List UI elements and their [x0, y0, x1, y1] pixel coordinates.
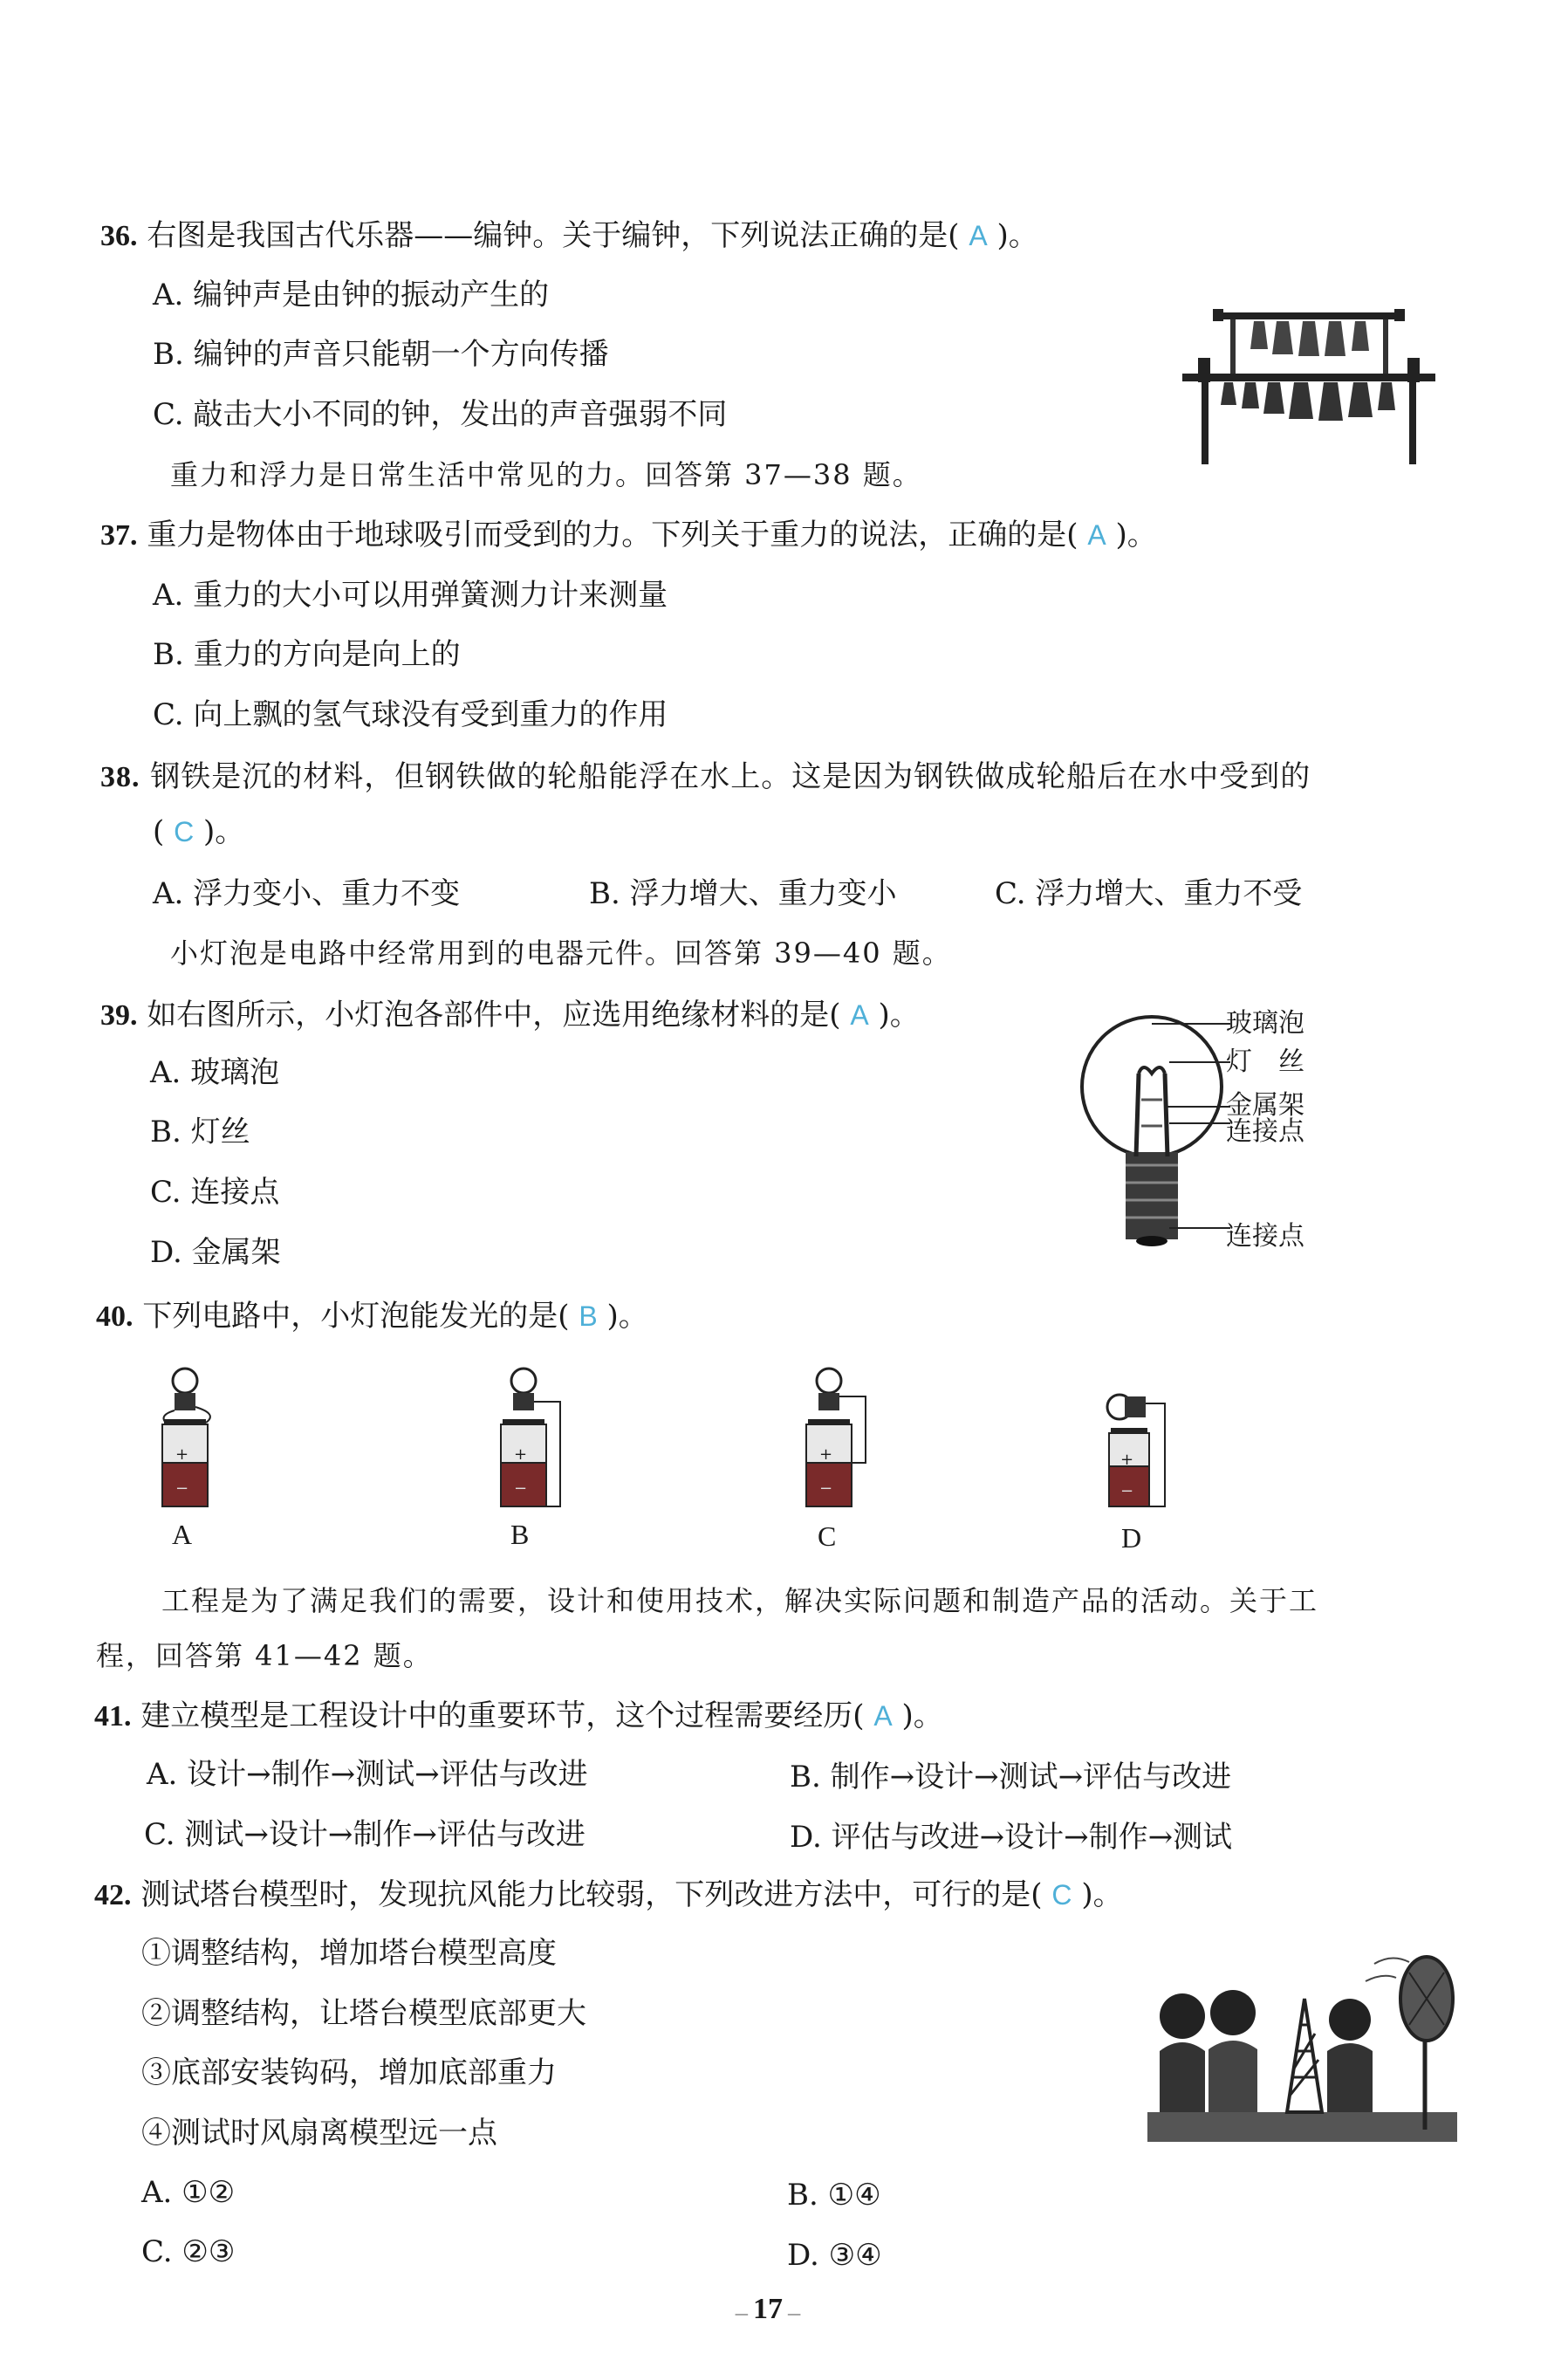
q41-option-a: A. 设计→制作→测试→评估与改进 — [147, 1757, 588, 1792]
q36-option-c: C. 敲击大小不同的钟，发出的声音强弱不同 — [153, 397, 728, 432]
circuit-d-plus: + — [1120, 1451, 1134, 1469]
q39-stem: 39. 如右图所示，小灯泡各部件中，应选用绝缘材料的是( A )。 — [100, 998, 920, 1033]
q42-option-c: C. ②③ — [141, 2234, 236, 2269]
q39-option-a: A. 玻璃泡 — [150, 1055, 280, 1090]
q36-option-a: A. 编钟声是由钟的振动产生的 — [153, 278, 550, 312]
q42-option-d: D. ③④ — [787, 2238, 882, 2273]
intro-41-42-line2: 程，回答第 41—42 题。 — [96, 1639, 433, 1672]
q41-option-b: B. 制作→设计→测试→评估与改进 — [790, 1760, 1232, 1794]
q38-number: 38. — [100, 761, 140, 793]
q36-number: 36. — [100, 220, 138, 252]
circuit-b-minus: − — [514, 1479, 528, 1498]
q41-answer: A — [873, 1700, 893, 1732]
circuit-a — [148, 1362, 253, 1514]
circuit-c-drawing — [794, 1362, 899, 1514]
q42-answer: C — [1051, 1879, 1072, 1911]
label-glass-bulb: 玻璃泡 — [1226, 1008, 1304, 1039]
footer-dash-right: — — [787, 2305, 802, 2322]
q39-option-c: C. 连接点 — [150, 1175, 280, 1210]
circuit-d-label: D — [1121, 1522, 1142, 1554]
bulb-leader-lines — [1134, 1012, 1230, 1248]
q41-stem: 41. 建立模型是工程设计中的重要环节，这个过程需要经历( A )。 — [94, 1698, 943, 1733]
circuit-c-label: C — [818, 1520, 837, 1552]
q42-item-3: ③底部安装钩码，增加底部重力 — [141, 2055, 557, 2090]
intro-39-40: 小灯泡是电路中经常用到的电器元件。回答第 39—40 题。 — [170, 937, 952, 970]
q42-item-1: ①调整结构，增加塔台模型高度 — [141, 1936, 557, 1971]
q38-answer: C — [174, 816, 195, 847]
q37-answer: A — [1087, 519, 1106, 551]
q41-option-d: D. 评估与改进→设计→制作→测试 — [790, 1820, 1233, 1855]
circuit-b-drawing — [489, 1362, 593, 1514]
q40-stem: 40. 下列电路中，小灯泡能发光的是( B )。 — [96, 1299, 648, 1334]
q36-option-b: B. 编钟的声音只能朝一个方向传播 — [153, 337, 609, 372]
q42-option-a: A. ①② — [141, 2175, 236, 2210]
q39-number: 39. — [100, 999, 138, 1032]
q38-stem-line2: ( C )。 — [153, 814, 245, 849]
q39-option-b: B. 灯丝 — [150, 1115, 250, 1149]
q37-option-c: C. 向上飘的氢气球没有受到重力的作用 — [153, 697, 668, 732]
q38-option-b: B. 浮力增大、重力变小 — [589, 876, 897, 911]
q41-option-c: C. 测试→设计→制作→评估与改进 — [144, 1817, 585, 1852]
circuit-a-label: A — [172, 1519, 193, 1550]
q42-number: 42. — [94, 1879, 132, 1911]
intro-37-38: 重力和浮力是日常生活中常见的力。回答第 37—38 题。 — [170, 458, 922, 491]
circuit-a-drawing — [148, 1362, 253, 1514]
q42-item-2: ②调整结构，让塔台模型底部更大 — [141, 1996, 586, 2031]
label-contact-point-bottom: 连接点 — [1226, 1221, 1304, 1252]
q37-stem: 37. 重力是物体由于地球吸引而受到的力。下列关于重力的说法，正确的是( A )。 — [100, 518, 1157, 552]
q42-stem: 42. 测试塔台模型时，发现抗风能力比较弱，下列改进方法中，可行的是( C )。 — [94, 1877, 1123, 1912]
circuit-a-plus: + — [175, 1445, 189, 1464]
q40-answer: B — [579, 1300, 598, 1332]
circuit-c-plus: + — [819, 1445, 833, 1464]
label-contact-point: 连接点 — [1226, 1116, 1304, 1147]
label-filament: 灯 丝 — [1226, 1046, 1304, 1077]
q39-answer: A — [850, 999, 869, 1031]
circuit-d — [1095, 1388, 1200, 1519]
q37-option-b: B. 重力的方向是向上的 — [153, 637, 461, 672]
circuit-a-minus: − — [175, 1479, 189, 1498]
circuit-c — [794, 1362, 899, 1514]
q42-item-4: ④测试时风扇离模型远一点 — [141, 2116, 497, 2151]
bianzhong-illustration — [1182, 305, 1435, 471]
circuit-b — [489, 1362, 593, 1514]
circuit-d-minus: − — [1120, 1482, 1134, 1500]
footer-dash-left: — — [734, 2305, 749, 2322]
q38-option-c: C. 浮力增大、重力不受 — [995, 876, 1303, 911]
q39-option-d: D. 金属架 — [150, 1235, 281, 1270]
label-metal-frame: 金属架 — [1226, 1090, 1304, 1121]
circuit-b-label: B — [510, 1519, 530, 1550]
q41-number: 41. — [94, 1700, 132, 1732]
q40-number: 40. — [96, 1300, 134, 1333]
q38-option-a: A. 浮力变小、重力不变 — [153, 876, 461, 911]
q37-number: 37. — [100, 519, 138, 552]
q36-stem: 36. 右图是我国古代乐器——编钟。关于编钟，下列说法正确的是( A )。 — [100, 218, 1038, 253]
circuit-c-minus: − — [819, 1479, 833, 1498]
tower-wind-test-illustration — [1147, 1946, 1457, 2147]
circuit-d-drawing — [1095, 1388, 1200, 1519]
page-number: 17 — [753, 2293, 783, 2325]
circuit-b-plus: + — [514, 1445, 528, 1464]
q37-option-a: A. 重力的大小可以用弹簧测力计来测量 — [153, 578, 668, 613]
q42-option-b: B. ①④ — [787, 2178, 881, 2213]
page-footer — [698, 2293, 838, 2326]
intro-41-42-line1: 工程是为了满足我们的需要，设计和使用技术，解决实际问题和制造产品的活动。关于工 — [161, 1584, 1319, 1617]
q38-stem-line1: 38. 钢铁是沉的材料，但钢铁做的轮船能浮在水上。这是因为钢铁做成轮船后在水中受到的 — [100, 759, 1311, 794]
q36-answer: A — [969, 220, 988, 251]
